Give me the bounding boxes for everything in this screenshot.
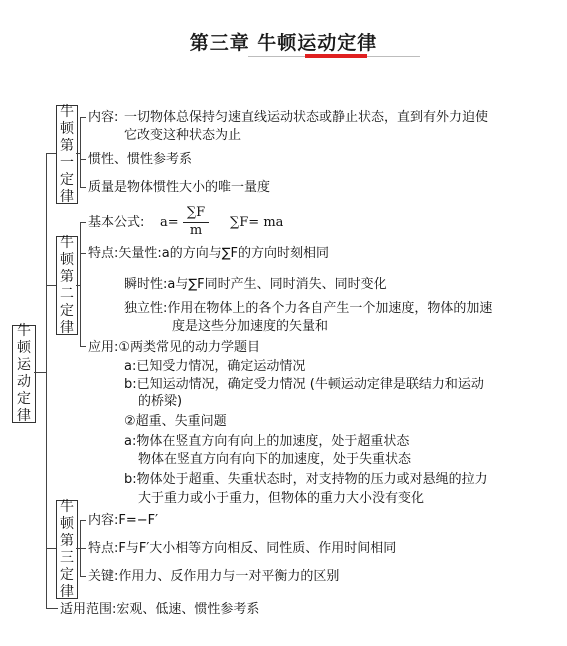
law1-tick-2 <box>80 159 86 160</box>
law1-content-prefix: 内容: <box>88 110 119 125</box>
law2-tick-2 <box>80 253 86 254</box>
scope-text: 适用范围:宏观、低速、惯性参考系 <box>60 602 260 617</box>
main-trunk-line <box>46 153 47 608</box>
law2-label: 牛顿第二定律 <box>60 234 74 336</box>
law3-key: 关键:作用力、反作用力与一对平衡力的区别 <box>88 569 340 584</box>
law2-app-2: ②超重、失重问题 <box>124 414 227 429</box>
law2-feature-vector: 特点:矢量性:a的方向与∑F的方向时刻相同 <box>88 246 329 261</box>
root-connector <box>34 372 46 373</box>
law2-feature-indep-line2: 度是这些分加速度的矢量和 <box>172 319 329 334</box>
law1-inertia: 惯性、惯性参考系 <box>88 152 193 167</box>
trunk-bottom-branch <box>46 608 58 609</box>
law2-node <box>56 236 78 335</box>
law3-feature: 特点:F与F′大小相等方向相反、同性质、作用时间相同 <box>88 541 397 556</box>
law2-bracket <box>80 222 81 346</box>
law2-formula-b: ∑F= ma <box>230 215 284 230</box>
law2-feature-indep-line1: 独立性:作用在物体上的各个力各自产生一个加速度，物体的加速 <box>124 301 493 316</box>
chapter-title: 第三章 牛顿运动定律 <box>189 32 378 54</box>
law3-tick-2 <box>80 548 86 549</box>
root-label: 牛顿运动定律 <box>17 323 31 424</box>
law2-formula-prefix: 基本公式: <box>88 215 145 230</box>
law3-tick-1 <box>80 520 86 521</box>
law2-app-2a2: 物体在竖直方向有向下的加速度，处于失重状态 <box>138 452 412 467</box>
law2-app-2b2: 大于重力或小于重力，但物体的重力大小没有变化 <box>138 491 425 506</box>
law1-tick-3 <box>80 187 86 188</box>
law1-tick-1 <box>80 117 86 118</box>
law2-connector <box>76 285 80 286</box>
law2-app-b2: 的桥梁) <box>138 394 183 409</box>
law1-node <box>56 105 78 204</box>
law1-content-line1: 一切物体总保持匀速直线运动状态或静止状态，直到有外力迫使 <box>124 110 489 125</box>
law2-fraction-numerator: ∑F <box>186 205 206 220</box>
law2-feature-instant: 瞬时性:a与∑F同时产生、同时消失、同时变化 <box>124 277 387 292</box>
trunk-low-branch <box>46 548 56 549</box>
law3-label: 牛顿第三定律 <box>60 498 74 600</box>
law1-mass: 质量是物体惯性大小的唯一量度 <box>88 180 271 195</box>
law3-content: 内容:F=−F′ <box>88 513 159 528</box>
law2-fraction-denominator: m <box>189 223 203 238</box>
law3-node <box>56 500 78 599</box>
trunk-mid-branch <box>46 285 56 286</box>
law1-content-line2: 它改变这种状态为止 <box>124 128 242 143</box>
law1-connector <box>76 153 80 154</box>
law2-app-2a1: a:物体在竖直方向有向上的加速度，处于超重状态 <box>124 434 410 449</box>
law2-app-a: a:已知受力情况，确定运动情况 <box>124 359 306 374</box>
law1-bracket <box>80 117 81 187</box>
law2-tick-3 <box>80 346 86 347</box>
law2-app-2b1: b:物体处于超重、失重状态时，对支持物的压力或对悬绳的拉力 <box>124 472 488 487</box>
law2-app-title: 应用:①两类常见的动力学题目 <box>88 340 261 355</box>
law2-app-b1: b:已知运动情况，确定受力情况 (牛顿运动定律是联结力和运动 <box>124 377 484 392</box>
title-accent-bar <box>305 54 367 58</box>
law2-formula-a: a= <box>160 215 179 230</box>
trunk-top-branch <box>46 153 56 154</box>
law3-tick-3 <box>80 576 86 577</box>
root-node <box>12 325 36 423</box>
law1-label: 牛顿第一定律 <box>60 103 74 205</box>
law2-tick-1 <box>80 222 86 223</box>
